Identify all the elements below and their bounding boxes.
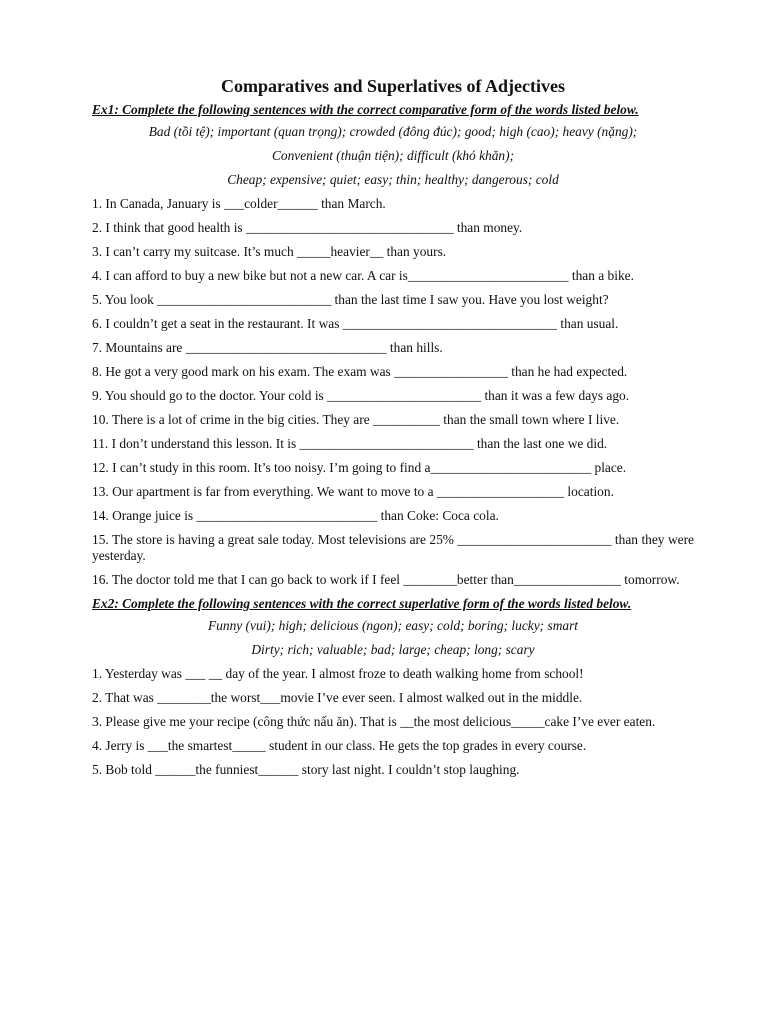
ex2-instruction: Ex2: Complete the following sentences with the correct superlative form of the words listed below. [92,596,632,611]
ex1-item-1: 1. In Canada, January is ___colder______ than March. [92,196,386,211]
ex1-wordlist-line-1: Bad (tồi tệ); important (quan trọng); crowded (đông đúc); good; high (cao); heavy (nặng); [148,124,638,139]
ex2-item-1: 1. Yesterday was ___ __ day of the year. I almost froze to death walking home from school! [92,666,584,681]
ex1-wordlist-line-2: Convenient (thuận tiện); difficult (khó khăn); [271,148,515,163]
ex1-item-11: 11. I don’t understand this lesson. It is __________________________ than the last one we did. [92,436,608,451]
ex1-item-2: 2. I think that good health is _______________________________ than money. [92,220,523,235]
ex1-item-14: 14. Orange juice is ___________________________ than Coke: Coca cola. [92,508,499,523]
ex2-item-3: 3. Please give me your recipe (công thức nấu ăn). That is __the most delicious_____cake I’ve ever eaten. [92,714,656,729]
ex2-item-2: 2. That was ________the worst___movie I’ve ever seen. I almost walked out in the middle. [92,690,583,705]
ex1-item-4: 4. I can afford to buy a new bike but not a new car. A car is________________________ than a bike. [92,268,634,283]
ex1-item-10: 10. There is a lot of crime in the big cities. They are __________ than the small town where I live. [92,412,620,427]
ex2-wordlist-line-2: Dirty; rich; valuable; bad; large; cheap; long; scary [251,642,535,657]
worksheet [92,72,694,786]
ex1-item-3: 3. I can’t carry my suitcase. It’s much _____heavier__ than yours. [92,244,447,259]
ex1-item-5: 5. You look __________________________ than the last time I saw you. Have you lost weight? [92,292,609,307]
ex2-wordlist-line-1: Funny (vui); high; delicious (ngon); easy; cold; boring; lucky; smart [208,618,578,633]
ex1-item-15: 15. The store is having a great sale today. Most televisions are 25% _______________________ than they were yesterday. [92,532,694,563]
ex1-item-9: 9. You should go to the doctor. Your cold is _______________________ than it was a few days ago. [92,388,630,403]
ex1-item-12: 12. I can’t study in this room. It’s too noisy. I’m going to find a________________________ place. [92,460,627,475]
ex1-item-6: 6. I couldn’t get a seat in the restaurant. It was ________________________________ than usual. [92,316,619,331]
ex1-wordlist-line-3: Cheap; expensive; quiet; easy; thin; healthy; dangerous; cold [227,172,559,187]
ex1-instruction: Ex1: Complete the following sentences with the correct comparative form of the words listed below. [92,102,639,117]
ex1-item-16: 16. The doctor told me that I can go back to work if I feel ________better than________________ tomorrow. [92,572,680,587]
ex1-item-8: 8. He got a very good mark on his exam. The exam was _________________ than he had expected. [92,364,628,379]
worksheet-title: Comparatives and Superlatives of Adjectives [221,76,565,96]
ex1-item-7: 7. Mountains are ______________________________ than hills. [92,340,443,355]
ex2-item-4: 4. Jerry is ___the smartest_____ student in our class. He gets the top grades in every course. [92,738,587,753]
ex1-item-13: 13. Our apartment is far from everything. We want to move to a ___________________ location. [92,484,614,499]
ex2-item-5: 5. Bob told ______the funniest______ story last night. I couldn’t stop laughing. [92,762,520,777]
